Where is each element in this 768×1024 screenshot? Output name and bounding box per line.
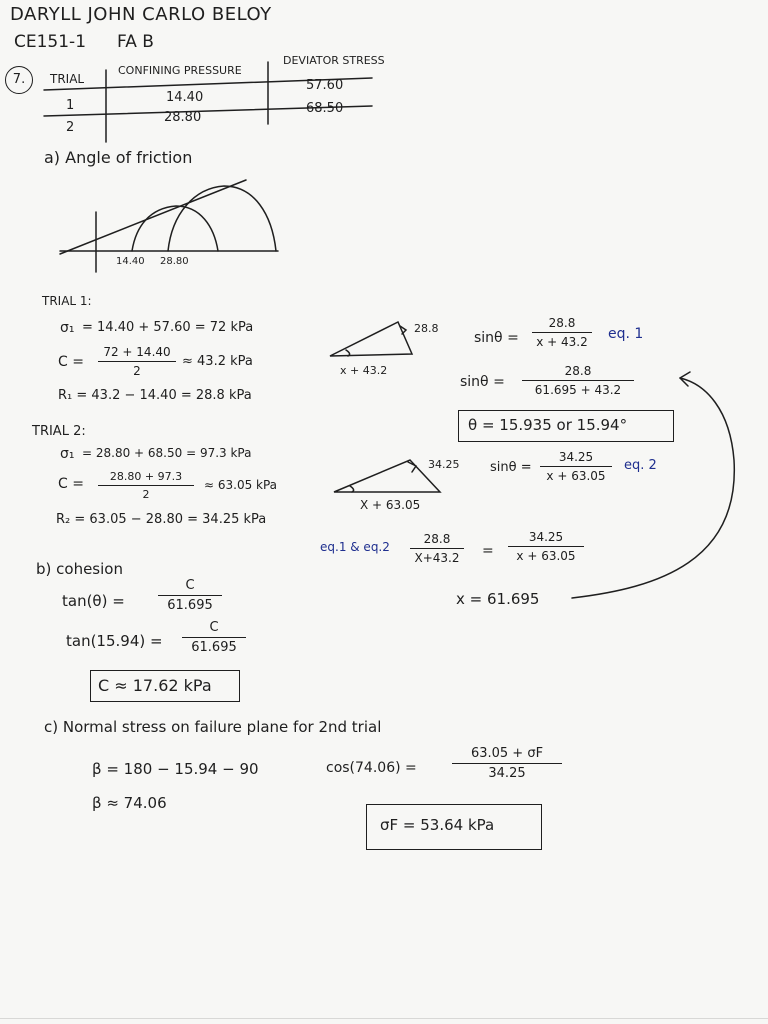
beta-result: β ≈ 74.06 (92, 794, 167, 812)
trial1-c-numerator: 72 + 14.40 (103, 345, 171, 359)
table-row-1-deviator: 57.60 (306, 78, 344, 93)
trial2-c-denominator: 2 (142, 488, 150, 502)
triangle1-side-label: 28.8 (414, 322, 439, 335)
cos-lhs: cos(74.06) = (326, 760, 417, 776)
normal-stress-result: σF = 53.64 kPa (380, 816, 495, 834)
triangle-2-right-angle (408, 462, 416, 472)
combine-label: eq.1 & eq.2 (320, 540, 390, 554)
eq1b-lhs: sinθ = (460, 374, 505, 390)
mohr-envelope (60, 180, 246, 254)
eq1-numerator: 28.8 (548, 316, 576, 330)
trial2-sigma: = 28.80 + 68.50 = 97.3 kPa (82, 446, 252, 460)
section-code: FA B (117, 32, 154, 52)
mohr-circle-2 (168, 186, 276, 251)
trial2-c-label: C = (58, 476, 84, 492)
axis-label-1: 14.40 (116, 256, 145, 267)
trial2-c-numerator: 28.80 + 97.3 (109, 470, 183, 483)
table-header-deviator: DEVIATOR STRESS (283, 54, 385, 67)
table-row-2-confining: 28.80 (164, 110, 202, 125)
trial1-c-denominator: 2 (133, 364, 141, 379)
eq1-lhs: sinθ = (474, 330, 519, 346)
trial1-title: TRIAL 1: (42, 294, 92, 308)
problem-number: 7. (5, 66, 33, 94)
table-header-rule (44, 78, 372, 90)
trial2-sigma-symbol: σ₁ (60, 446, 75, 462)
cos-denominator: 34.25 (488, 766, 526, 782)
part-c-title: c) Normal stress on failure plane for 2nd trial (44, 718, 382, 736)
table-row-2-deviator: 68.50 (306, 101, 344, 116)
substitution-arrow (572, 378, 734, 598)
part-b-line1-lhs: tan(θ) = (62, 592, 125, 610)
eq2-denominator: x + 63.05 (546, 469, 606, 484)
eq1b-denominator: 61.695 + 43.2 (534, 383, 622, 398)
table-row-rule (44, 106, 372, 116)
page-bottom-rule (0, 1018, 768, 1019)
part-b-line2-denominator: 61.695 (191, 640, 237, 656)
trial2-c-result: ≈ 63.05 kPa (204, 478, 278, 492)
student-name: DARYLL JOHN CARLO BELOY (10, 4, 272, 25)
mohr-circle-1 (132, 206, 218, 251)
theta-result: θ = 15.935 or 15.94° (468, 416, 628, 434)
cohesion-result: C ≈ 17.62 kPa (98, 676, 212, 695)
table-header-trial: TRIAL (50, 72, 85, 86)
eq2-numerator: 34.25 (558, 450, 594, 464)
part-b-line1-denominator: 61.695 (167, 598, 213, 614)
eq2-lhs: sinθ = (490, 460, 532, 475)
beta-equation: β = 180 − 15.94 − 90 (92, 760, 259, 778)
trial2-radius: R₂ = 63.05 − 28.80 = 34.25 kPa (56, 512, 267, 527)
part-b-line2-numerator: C (209, 620, 219, 635)
axis-label-2: 28.80 (160, 256, 189, 267)
course-code: CE151-1 (14, 32, 87, 52)
table-row-2-trial: 2 (66, 120, 75, 135)
triangle2-base-label: X + 63.05 (360, 498, 421, 512)
cos-numerator: 63.05 + σF (470, 746, 544, 761)
combine-equals: = (482, 543, 494, 559)
eq1b-numerator: 28.8 (564, 364, 592, 378)
trial2-title: TRIAL 2: (32, 424, 86, 439)
part-b-line1-numerator: C (185, 578, 195, 593)
trial1-sigma: = 14.40 + 57.60 = 72 kPa (82, 320, 254, 335)
eq1-tag: eq. 1 (608, 326, 644, 342)
eq2-tag: eq. 2 (624, 458, 657, 473)
table-row-1-trial: 1 (66, 98, 75, 113)
combine-right-numerator: 34.25 (528, 530, 564, 544)
triangle-2-angle-arc (350, 486, 354, 492)
combine-left-denominator: X+43.2 (414, 551, 460, 566)
trial1-c-result: ≈ 43.2 kPa (182, 354, 253, 369)
trial1-sigma-symbol: σ₁ (60, 320, 75, 336)
x-result: x = 61.695 (456, 590, 540, 608)
combine-right-denominator: x + 63.05 (516, 549, 576, 564)
triangle2-side-label: 34.25 (428, 458, 460, 471)
trial1-c-label: C = (58, 354, 84, 370)
triangle-2 (334, 460, 440, 492)
triangle1-base-label: x + 43.2 (340, 364, 388, 377)
triangle-1 (330, 322, 412, 356)
trial1-radius: R₁ = 43.2 − 14.40 = 28.8 kPa (58, 388, 252, 403)
eq1-denominator: x + 43.2 (536, 335, 588, 350)
part-b-line2-lhs: tan(15.94) = (66, 632, 163, 650)
combine-left-numerator: 28.8 (423, 532, 451, 546)
table-header-confining: CONFINING PRESSURE (118, 64, 242, 77)
part-b-title: b) cohesion (36, 560, 123, 578)
table-row-1-confining: 14.40 (166, 90, 204, 105)
part-a-title: a) Angle of friction (44, 148, 193, 167)
